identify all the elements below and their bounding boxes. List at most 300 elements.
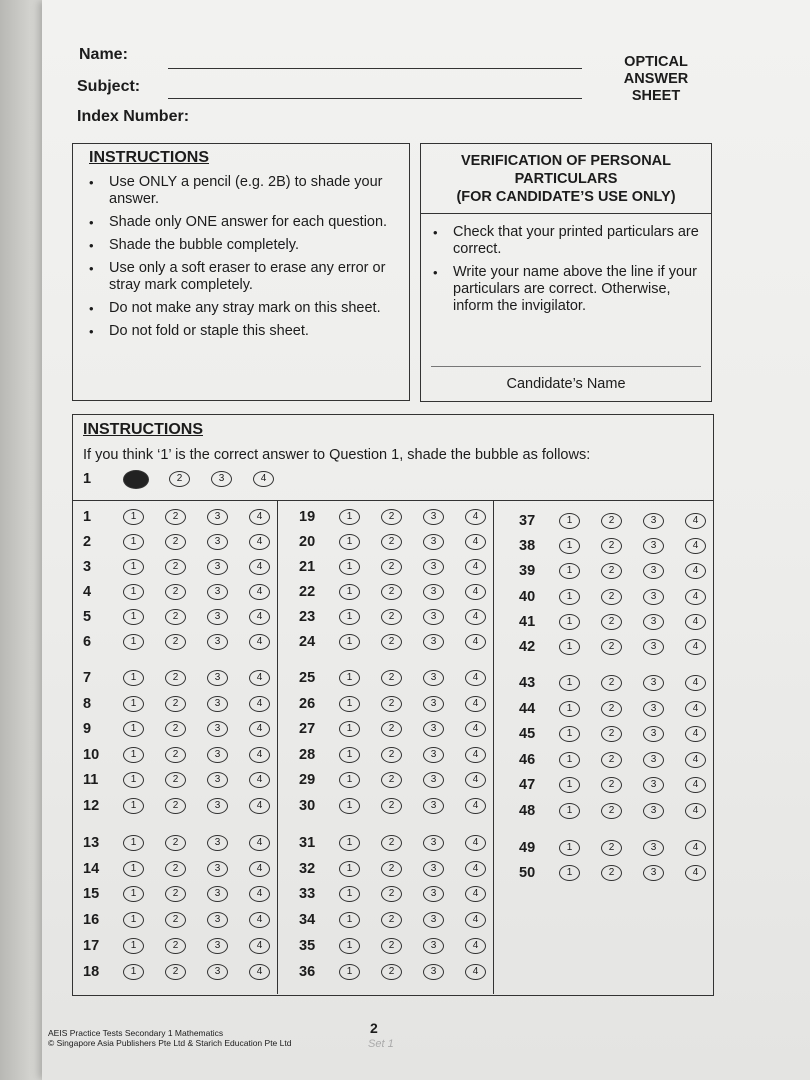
answer-bubble[interactable]: 4 <box>685 777 706 793</box>
question-row <box>299 910 507 930</box>
answer-bubble[interactable]: 2 <box>381 696 402 712</box>
question-number: 18 <box>83 964 100 980</box>
answer-bubble[interactable]: 4 <box>465 772 486 788</box>
answer-bubble[interactable]: 4 <box>249 559 270 575</box>
verification-item: • Write your name above the line if your particulars are correct. Otherwise, inform the invigilator. <box>429 264 705 315</box>
question-row <box>519 612 727 632</box>
answer-bubble[interactable]: 2 <box>381 747 402 763</box>
answer-bubble[interactable]: 4 <box>249 534 270 550</box>
answer-bubble[interactable]: 1 <box>339 584 360 600</box>
question-row <box>299 936 507 956</box>
answer-bubble[interactable]: 3 <box>423 634 444 650</box>
answer-bubble[interactable]: 1 <box>339 609 360 625</box>
answer-bubble[interactable]: 4 <box>465 886 486 902</box>
answer-bubble[interactable]: 3 <box>643 726 664 742</box>
question-number: 47 <box>519 777 536 793</box>
question-row <box>299 884 507 904</box>
answer-bubble[interactable]: 1 <box>559 675 580 691</box>
answer-bubble[interactable]: 2 <box>601 538 622 554</box>
answer-bubble[interactable]: 1 <box>339 509 360 525</box>
answer-bubble[interactable]: 1 <box>339 721 360 737</box>
answer-bubble[interactable]: 1 <box>123 696 144 712</box>
answer-bubble[interactable]: 3 <box>423 509 444 525</box>
answer-bubble[interactable]: 3 <box>423 964 444 980</box>
answer-bubble[interactable]: 2 <box>165 634 186 650</box>
question-row <box>83 719 291 739</box>
answer-bubble[interactable]: 2 <box>165 938 186 954</box>
answer-bubble[interactable]: 2 <box>165 534 186 550</box>
answer-bubble[interactable]: 4 <box>249 747 270 763</box>
verification-title-line-2: PARTICULARS <box>514 171 618 187</box>
question-number: 16 <box>83 912 100 928</box>
answer-bubble[interactable]: 1 <box>559 726 580 742</box>
answer-bubble[interactable]: 3 <box>643 563 664 579</box>
answer-bubble[interactable]: 1 <box>339 798 360 814</box>
answer-bubble[interactable]: 3 <box>207 584 228 600</box>
question-row <box>519 863 727 883</box>
answer-bubble[interactable]: 2 <box>165 584 186 600</box>
answer-bubble[interactable]: 2 <box>381 509 402 525</box>
question-number: 8 <box>83 696 92 712</box>
answer-bubble[interactable]: 2 <box>601 803 622 819</box>
answer-bubble[interactable]: 3 <box>207 696 228 712</box>
answer-bubble[interactable]: 3 <box>207 886 228 902</box>
question-number: 36 <box>299 964 316 980</box>
question-row <box>519 561 727 581</box>
answer-bubble[interactable]: 1 <box>123 559 144 575</box>
question-row <box>83 770 291 790</box>
answer-bubble[interactable]: 3 <box>423 772 444 788</box>
answer-bubble[interactable]: 1 <box>559 639 580 655</box>
answer-bubble[interactable]: 3 <box>207 559 228 575</box>
answer-bubble[interactable]: 2 <box>381 912 402 928</box>
question-number: 22 <box>299 584 316 600</box>
name-label: Name: <box>79 46 128 63</box>
question-number: 12 <box>83 798 100 814</box>
question-number: 37 <box>519 513 536 529</box>
question-number: 28 <box>299 747 316 763</box>
answer-bubble[interactable]: 1 <box>559 752 580 768</box>
answer-bubble[interactable]: 4 <box>685 538 706 554</box>
question-row <box>519 699 727 719</box>
answer-bubble[interactable]: 2 <box>381 798 402 814</box>
question-row <box>519 637 727 657</box>
answer-bubble[interactable]: 1 <box>339 912 360 928</box>
answer-bubble[interactable]: 3 <box>423 861 444 877</box>
answer-bubble[interactable]: 3 <box>207 509 228 525</box>
answer-bubble[interactable]: 2 <box>165 861 186 877</box>
answer-bubble[interactable]: 1 <box>123 584 144 600</box>
answer-bubble[interactable]: 4 <box>249 964 270 980</box>
answer-bubble[interactable]: 1 <box>123 509 144 525</box>
answer-bubble[interactable]: 3 <box>643 752 664 768</box>
answer-bubble[interactable]: 1 <box>123 912 144 928</box>
example-bubble: 4 <box>253 471 274 487</box>
answer-bubble[interactable]: 2 <box>381 584 402 600</box>
answer-bubble[interactable]: 3 <box>423 670 444 686</box>
answer-bubble[interactable]: 4 <box>249 798 270 814</box>
answer-sheet-page <box>42 0 810 1080</box>
answer-bubble[interactable]: 1 <box>559 589 580 605</box>
answer-bubble[interactable]: 1 <box>339 696 360 712</box>
answer-bubble[interactable]: 1 <box>339 534 360 550</box>
answer-bubble[interactable]: 4 <box>685 752 706 768</box>
answer-bubble[interactable]: 3 <box>207 634 228 650</box>
answer-bubble[interactable]: 4 <box>685 803 706 819</box>
answer-bubble[interactable]: 1 <box>339 964 360 980</box>
answer-bubble[interactable]: 3 <box>423 835 444 851</box>
answer-bubble[interactable]: 4 <box>685 701 706 717</box>
question-number: 10 <box>83 747 100 763</box>
answer-bubble[interactable]: 1 <box>559 803 580 819</box>
example-question-number: 1 <box>83 471 92 487</box>
answer-bubble[interactable]: 3 <box>643 639 664 655</box>
answer-bubble[interactable]: 4 <box>685 563 706 579</box>
answer-bubble[interactable]: 4 <box>249 835 270 851</box>
sheet-title-line-1: OPTICAL <box>624 54 688 70</box>
question-number: 14 <box>83 861 100 877</box>
answer-bubble[interactable]: 2 <box>381 886 402 902</box>
answer-bubble[interactable]: 1 <box>559 614 580 630</box>
answer-bubble[interactable]: 2 <box>165 835 186 851</box>
answer-bubble[interactable]: 4 <box>249 721 270 737</box>
question-number: 6 <box>83 634 92 650</box>
answer-bubble[interactable]: 4 <box>465 609 486 625</box>
instruction-item: • Use ONLY a pencil (e.g. 2B) to shade your answer. <box>85 174 403 208</box>
question-row <box>299 507 507 527</box>
answer-bubble[interactable]: 2 <box>601 614 622 630</box>
answer-bubble[interactable]: 2 <box>165 721 186 737</box>
answer-bubble[interactable]: 1 <box>559 777 580 793</box>
answer-bubble[interactable]: 2 <box>381 861 402 877</box>
answer-bubble[interactable]: 2 <box>601 675 622 691</box>
answer-bubble[interactable]: 1 <box>339 861 360 877</box>
answer-bubble[interactable]: 4 <box>465 696 486 712</box>
answer-bubble[interactable]: 4 <box>249 772 270 788</box>
answer-bubble[interactable]: 2 <box>165 696 186 712</box>
question-number: 49 <box>519 840 536 856</box>
question-row <box>83 582 291 602</box>
answer-bubble[interactable]: 2 <box>381 534 402 550</box>
question-row <box>83 745 291 765</box>
answer-bubble[interactable]: 4 <box>465 584 486 600</box>
answer-bubble[interactable]: 3 <box>207 670 228 686</box>
answer-bubble[interactable]: 4 <box>465 509 486 525</box>
answer-bubble[interactable]: 4 <box>685 614 706 630</box>
answer-bubble[interactable]: 4 <box>249 509 270 525</box>
question-row <box>83 532 291 552</box>
answer-bubble[interactable]: 1 <box>559 840 580 856</box>
question-row <box>299 668 507 688</box>
answer-bubble[interactable]: 4 <box>249 912 270 928</box>
answer-bubble[interactable]: 3 <box>423 938 444 954</box>
answer-bubble[interactable]: 4 <box>685 726 706 742</box>
answer-bubble[interactable]: 2 <box>165 509 186 525</box>
answer-bubble[interactable]: 2 <box>165 670 186 686</box>
answer-bubble[interactable]: 1 <box>339 835 360 851</box>
question-row <box>299 796 507 816</box>
question-row <box>519 511 727 531</box>
answer-bubble[interactable]: 1 <box>339 634 360 650</box>
answer-bubble[interactable]: 3 <box>423 609 444 625</box>
answer-bubble[interactable]: 4 <box>465 912 486 928</box>
instruction-item: • Use only a soft eraser to erase any error or stray mark completely. <box>85 260 403 294</box>
answer-bubble[interactable]: 1 <box>559 538 580 554</box>
answer-bubble[interactable]: 4 <box>465 798 486 814</box>
answer-bubble[interactable]: 1 <box>559 865 580 881</box>
question-row <box>519 536 727 556</box>
answer-bubble[interactable]: 2 <box>381 609 402 625</box>
answer-bubble[interactable]: 1 <box>123 861 144 877</box>
answer-bubble[interactable]: 4 <box>465 938 486 954</box>
answer-bubble[interactable]: 3 <box>207 772 228 788</box>
answer-bubble[interactable]: 3 <box>207 861 228 877</box>
answer-bubble[interactable]: 2 <box>381 964 402 980</box>
instruction-item: • Shade only ONE answer for each question. <box>85 214 403 231</box>
answer-bubble[interactable]: 4 <box>465 670 486 686</box>
question-row <box>299 582 507 602</box>
answer-bubble[interactable]: 4 <box>465 835 486 851</box>
instruction-item: • Do not make any stray mark on this sheet. <box>85 300 403 317</box>
verification-title <box>421 144 711 214</box>
answer-bubble[interactable]: 2 <box>165 747 186 763</box>
answer-bubble[interactable]: 3 <box>423 886 444 902</box>
answer-bubble[interactable]: 3 <box>643 701 664 717</box>
answer-bubble[interactable]: 2 <box>601 777 622 793</box>
answer-bubble[interactable]: 2 <box>381 835 402 851</box>
question-row <box>519 724 727 744</box>
question-number: 4 <box>83 584 92 600</box>
answer-bubble[interactable]: 3 <box>423 798 444 814</box>
answer-bubble[interactable]: 2 <box>601 840 622 856</box>
answer-bubble[interactable]: 2 <box>381 938 402 954</box>
question-number: 24 <box>299 634 316 650</box>
question-number: 40 <box>519 589 536 605</box>
question-row <box>519 801 727 821</box>
question-number: 1 <box>83 509 92 525</box>
answer-bubble[interactable]: 2 <box>165 609 186 625</box>
question-number: 44 <box>519 701 536 717</box>
answer-bubble[interactable]: 4 <box>685 675 706 691</box>
answer-bubble[interactable]: 1 <box>123 772 144 788</box>
candidate-name-line <box>431 366 701 367</box>
answer-bubble[interactable]: 4 <box>685 840 706 856</box>
answer-bubble[interactable]: 3 <box>643 840 664 856</box>
answer-bubble[interactable]: 2 <box>381 772 402 788</box>
question-number: 23 <box>299 609 316 625</box>
answer-bubble[interactable]: 2 <box>601 513 622 529</box>
answer-bubble[interactable]: 3 <box>423 912 444 928</box>
answer-bubble[interactable]: 4 <box>685 865 706 881</box>
answer-bubble[interactable]: 4 <box>685 589 706 605</box>
answer-bubble[interactable]: 2 <box>165 559 186 575</box>
answer-bubble[interactable]: 3 <box>643 803 664 819</box>
answer-bubble[interactable]: 4 <box>249 938 270 954</box>
answer-bubble[interactable]: 2 <box>601 865 622 881</box>
question-number: 45 <box>519 726 536 742</box>
answer-bubble[interactable]: 2 <box>165 772 186 788</box>
question-number: 11 <box>83 772 99 788</box>
question-number: 34 <box>299 912 316 928</box>
name-line <box>168 68 582 69</box>
subject-label: Subject: <box>77 78 141 95</box>
answer-bubble[interactable]: 3 <box>207 721 228 737</box>
question-row <box>299 607 507 627</box>
answer-bubble[interactable]: 3 <box>643 675 664 691</box>
question-number: 9 <box>83 721 92 737</box>
answer-bubble[interactable]: 1 <box>123 964 144 980</box>
question-number: 29 <box>299 772 316 788</box>
answer-bubble[interactable]: 1 <box>123 534 144 550</box>
answer-bubble[interactable]: 1 <box>123 721 144 737</box>
answer-bubble[interactable]: 2 <box>165 886 186 902</box>
answer-bubble[interactable]: 2 <box>601 701 622 717</box>
answer-bubble[interactable]: 4 <box>465 964 486 980</box>
answer-bubble[interactable]: 1 <box>559 563 580 579</box>
question-row <box>83 936 291 956</box>
answer-bubble[interactable]: 4 <box>249 696 270 712</box>
answer-bubble[interactable]: 1 <box>123 835 144 851</box>
answer-bubble[interactable]: 4 <box>465 747 486 763</box>
page-number: 2 <box>370 1020 378 1036</box>
question-row <box>83 910 291 930</box>
question-number: 7 <box>83 670 92 686</box>
answer-bubble[interactable]: 2 <box>381 721 402 737</box>
example-bubble: 2 <box>169 471 190 487</box>
answer-bubble[interactable]: 3 <box>207 609 228 625</box>
answer-bubble[interactable]: 1 <box>123 798 144 814</box>
answer-bubble[interactable]: 1 <box>123 886 144 902</box>
question-number: 35 <box>299 938 316 954</box>
question-row <box>83 557 291 577</box>
answer-bubble[interactable]: 2 <box>165 912 186 928</box>
verification-box <box>420 143 712 402</box>
question-row <box>83 796 291 816</box>
answer-bubble[interactable]: 4 <box>465 634 486 650</box>
answer-bubble[interactable]: 3 <box>207 938 228 954</box>
answer-bubble[interactable]: 1 <box>123 938 144 954</box>
answer-bubble[interactable]: 4 <box>465 534 486 550</box>
question-number: 43 <box>519 675 536 691</box>
answer-bubble[interactable]: 3 <box>643 777 664 793</box>
answer-bubble[interactable]: 4 <box>249 886 270 902</box>
answer-bubble[interactable]: 2 <box>601 589 622 605</box>
answer-bubble[interactable]: 2 <box>601 639 622 655</box>
answer-bubble[interactable]: 1 <box>123 634 144 650</box>
answer-bubble[interactable]: 3 <box>207 747 228 763</box>
answer-bubble[interactable]: 3 <box>423 584 444 600</box>
question-row <box>83 859 291 879</box>
answer-bubble[interactable]: 3 <box>643 513 664 529</box>
answer-bubble[interactable]: 1 <box>339 747 360 763</box>
answer-bubble[interactable]: 1 <box>123 747 144 763</box>
answer-bubble[interactable]: 4 <box>249 670 270 686</box>
answer-bubble[interactable]: 1 <box>123 609 144 625</box>
example-bubble: 3 <box>211 471 232 487</box>
answer-bubble[interactable]: 3 <box>207 912 228 928</box>
question-number: 20 <box>299 534 316 550</box>
answer-bubble[interactable]: 4 <box>465 559 486 575</box>
answer-bubble[interactable]: 3 <box>423 721 444 737</box>
answer-bubble[interactable]: 3 <box>643 538 664 554</box>
instruction-item: • Shade the bubble completely. <box>85 237 403 254</box>
question-number: 3 <box>83 559 92 575</box>
answer-bubble[interactable]: 3 <box>423 696 444 712</box>
answer-bubble[interactable]: 4 <box>249 584 270 600</box>
example-row <box>83 469 295 489</box>
answer-bubble[interactable]: 4 <box>685 513 706 529</box>
instructions-title: INSTRUCTIONS <box>89 149 209 166</box>
answer-bubble[interactable]: 3 <box>423 747 444 763</box>
answer-bubble[interactable]: 3 <box>423 559 444 575</box>
answer-bubble[interactable]: 2 <box>381 634 402 650</box>
answer-bubble[interactable]: 2 <box>165 798 186 814</box>
answer-bubble[interactable]: 1 <box>559 701 580 717</box>
answer-bubble[interactable]: 1 <box>123 670 144 686</box>
answer-bubble[interactable]: 3 <box>643 614 664 630</box>
answer-bubble[interactable]: 2 <box>381 559 402 575</box>
answer-bubble[interactable]: 1 <box>339 938 360 954</box>
answer-bubble[interactable]: 1 <box>339 670 360 686</box>
answer-bubble[interactable]: 1 <box>339 559 360 575</box>
answer-bubble[interactable]: 4 <box>249 634 270 650</box>
question-number: 42 <box>519 639 536 655</box>
question-row <box>83 507 291 527</box>
question-number: 26 <box>299 696 316 712</box>
answer-bubble[interactable]: 3 <box>643 589 664 605</box>
footer-line-1: AEIS Practice Tests Secondary 1 Mathematics <box>48 1028 224 1038</box>
set-label: Set 1 <box>368 1038 394 1050</box>
answer-bubble[interactable]: 4 <box>249 861 270 877</box>
answer-bubble[interactable]: 3 <box>207 534 228 550</box>
question-number: 30 <box>299 798 316 814</box>
question-row <box>519 775 727 795</box>
verification-title-line-3: (FOR CANDIDATE’S USE ONLY) <box>456 189 676 205</box>
question-row <box>299 532 507 552</box>
answer-bubble[interactable]: 2 <box>601 726 622 742</box>
question-number: 13 <box>83 835 100 851</box>
question-row <box>83 694 291 714</box>
answer-bubble[interactable]: 3 <box>643 865 664 881</box>
question-number: 31 <box>299 835 316 851</box>
answer-bubble[interactable]: 2 <box>381 670 402 686</box>
answer-bubble[interactable]: 1 <box>339 772 360 788</box>
question-row <box>299 557 507 577</box>
question-number: 39 <box>519 563 536 579</box>
question-row <box>299 770 507 790</box>
sheet-title <box>606 54 706 105</box>
answer-bubble[interactable]: 3 <box>207 964 228 980</box>
answer-bubble[interactable]: 2 <box>165 964 186 980</box>
question-row <box>83 833 291 853</box>
answer-bubble[interactable]: 3 <box>207 835 228 851</box>
answer-bubble[interactable]: 4 <box>685 639 706 655</box>
question-number: 15 <box>83 886 100 902</box>
example-filled-bubble <box>123 470 149 489</box>
answer-bubble[interactable]: 1 <box>559 513 580 529</box>
answer-bubble[interactable]: 4 <box>465 861 486 877</box>
question-number: 46 <box>519 752 536 768</box>
question-row <box>519 673 727 693</box>
index-number-label: Index Number: <box>77 108 190 125</box>
answer-bubble[interactable]: 3 <box>423 534 444 550</box>
answer-bubble[interactable]: 2 <box>601 563 622 579</box>
answer-bubble[interactable]: 1 <box>339 886 360 902</box>
answer-bubble[interactable]: 2 <box>601 752 622 768</box>
answer-bubble[interactable]: 4 <box>465 721 486 737</box>
answer-bubble[interactable]: 4 <box>249 609 270 625</box>
answer-bubble[interactable]: 3 <box>207 798 228 814</box>
